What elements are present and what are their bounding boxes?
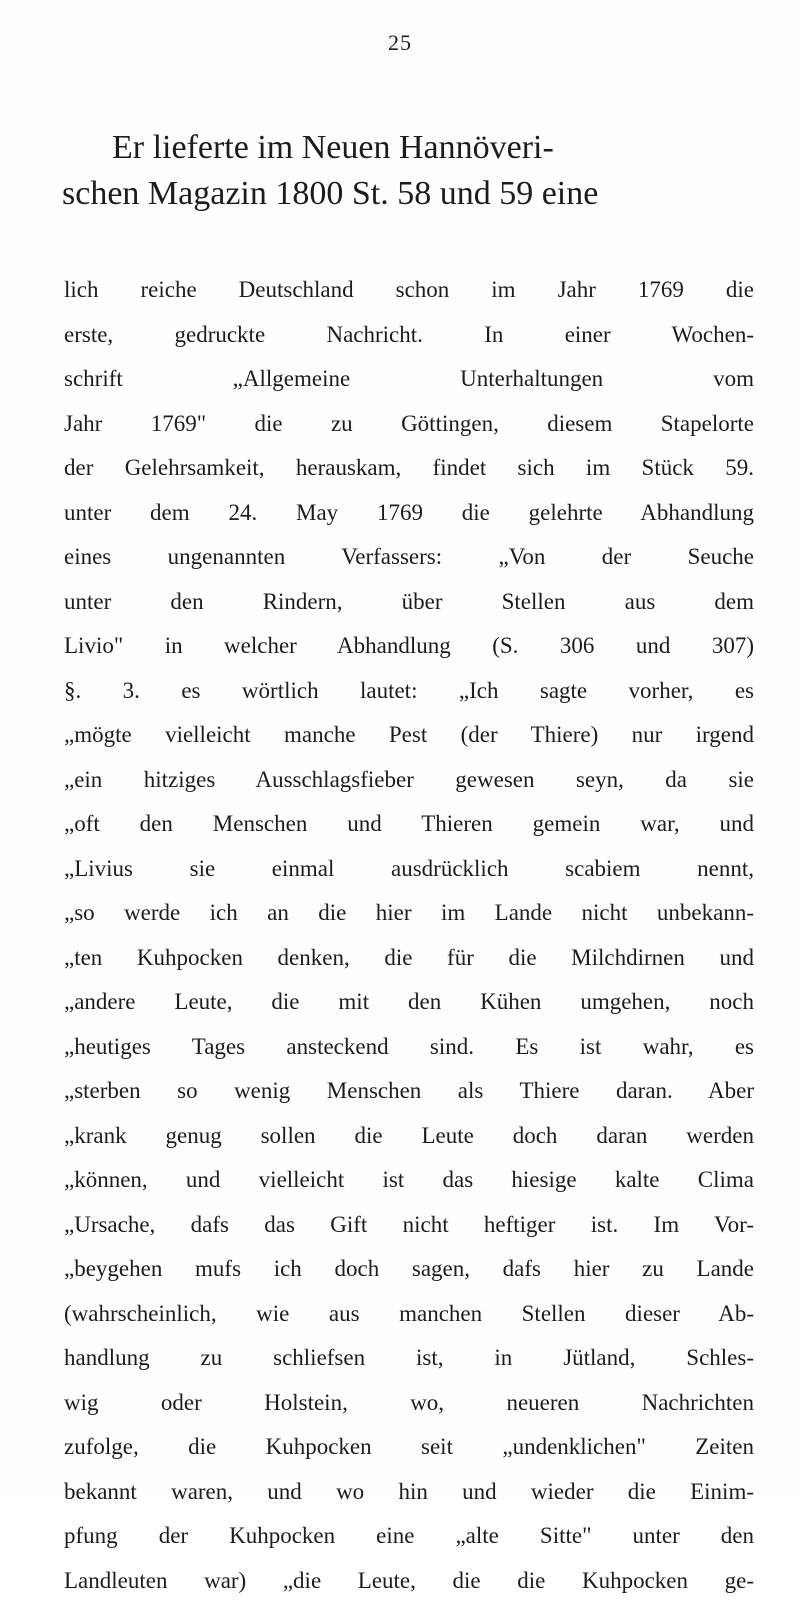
text-line: pfung der Kuhpocken eine „alte Sitte" unter den (64, 1514, 754, 1559)
text-line: „andere Leute, die mit den Kühen umgehen, noch (64, 980, 754, 1025)
text-line: wig oder Holstein, wo, neueren Nachrichten (64, 1381, 754, 1426)
text-line: lich reiche Deutschland schon im Jahr 1769 die (64, 268, 754, 313)
text-line: Landleuten war) „die Leute, die die Kuhpocken ge- (64, 1559, 754, 1603)
heading-line-1: Er lieferte im Neuen Hannöveri- (112, 128, 792, 168)
text-line: „sterben so wenig Menschen als Thiere daran. Aber (64, 1069, 754, 1114)
body-text (64, 268, 754, 1603)
text-line: erste, gedruckte Nachricht. In einer Wochen- (64, 313, 754, 358)
text-line: Jahr 1769" die zu Göttingen, diesem Stapelorte (64, 402, 754, 447)
text-line: „heutiges Tages ansteckend sind. Es ist wahr, es (64, 1025, 754, 1070)
text-line: (wahrscheinlich, wie aus manchen Stellen dieser Ab- (64, 1292, 754, 1337)
page-number: 25 (0, 30, 800, 56)
text-line: „oft den Menschen und Thieren gemein war, und (64, 802, 754, 847)
text-line: „beygehen mufs ich doch sagen, dafs hier zu Lande (64, 1247, 754, 1292)
text-line: der Gelehrsamkeit, herauskam, findet sich im Stück 59. (64, 446, 754, 491)
text-line: „Livius sie einmal ausdrücklich scabiem nennt, (64, 847, 754, 892)
heading-line-2: schen Magazin 1800 St. 58 und 59 eine (62, 174, 742, 214)
text-line: handlung zu schliefsen ist, in Jütland, Schles- (64, 1336, 754, 1381)
text-line: „ein hitziges Ausschlagsfieber gewesen seyn, da sie (64, 758, 754, 803)
text-line: unter den Rindern, über Stellen aus dem (64, 580, 754, 625)
text-line: Livio" in welcher Abhandlung (S. 306 und 307) (64, 624, 754, 669)
text-line: „mögte vielleicht manche Pest (der Thiere) nur irgend (64, 713, 754, 758)
text-line: schrift „Allgemeine Unterhaltungen vom (64, 357, 754, 402)
text-line: „krank genug sollen die Leute doch daran werden (64, 1114, 754, 1159)
text-line: §. 3. es wörtlich lautet: „Ich sagte vorher, es (64, 669, 754, 714)
text-line: „ten Kuhpocken denken, die für die Milchdirnen und (64, 936, 754, 981)
text-line: „so werde ich an die hier im Lande nicht unbekann- (64, 891, 754, 936)
text-line: „Ursache, dafs das Gift nicht heftiger ist. Im Vor- (64, 1203, 754, 1248)
text-line: „können, und vielleicht ist das hiesige kalte Clima (64, 1158, 754, 1203)
text-line: bekannt waren, und wo hin und wieder die Einim- (64, 1470, 754, 1515)
text-line: unter dem 24. May 1769 die gelehrte Abhandlung (64, 491, 754, 536)
text-line: zufolge, die Kuhpocken seit „undenklichen" Zeiten (64, 1425, 754, 1470)
text-line: eines ungenannten Verfassers: „Von der Seuche (64, 535, 754, 580)
